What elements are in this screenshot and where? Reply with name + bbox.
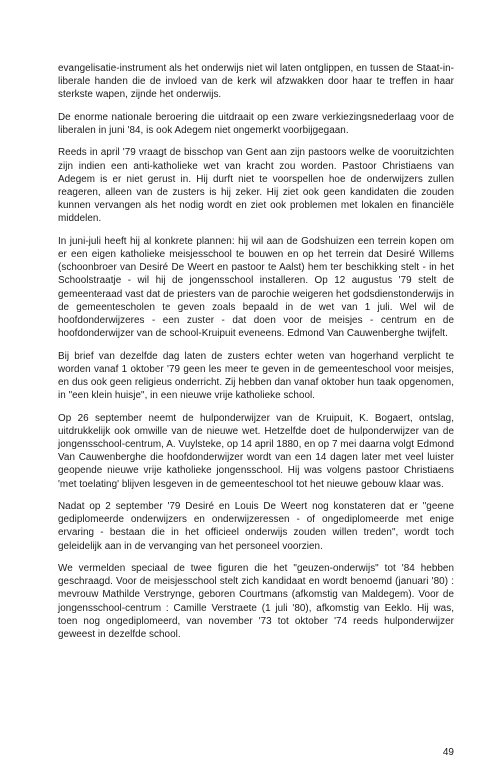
paragraph: Bij brief van dezelfde dag laten de zusters echter weten van hogerhand verplicht te worden vanaf 1 oktober '79 geen les meer te geven in de gemeenteschool voor meisjes, en dus ook geen religieus onderricht. Zij hebben dan vanaf oktober hun taak opgenomen, in "een klein huisje", in een nieuwe vrije katholieke school. — [58, 350, 454, 402]
paragraph: We vermelden speciaal de twee figuren die het "geuzen-onderwijs" tot '84 hebben geschraagd. Voor de meisjesschool stelt zich kandidaat en wordt benoemd (januari '80) : mevrouw Mathilde Verstrynge, geboren Courtmans (afkomstig van Maldegem). Voor de jongensschool-centrum : Camille Verstraete (1 juli '80), afkomstig van Eeklo. Hij was, toen nog ongediplomeerd, van november '73 tot oktober '74 reeds hulponderwijzer geweest in dezelfde school. — [58, 563, 454, 641]
paragraph: evangelisatie-instrument als het onderwijs niet wil laten ontglippen, en tussen de Staat-in-liberale handen die de invloed van de kerk wil afzwakken door haar te treffen in haar sterkste wapen, zijnde het onderwijs. — [58, 63, 454, 101]
document-body — [58, 62, 454, 641]
paragraph: Reeds in april '79 vraagt de bisschop van Gent aan zijn pastoors welke de vooruitzichten zijn indien een anti-katholieke wet van kracht zou worden. Pastoor Christiaens van Adegem is er niet gerust in. Hij durft niet te voorspellen hoe de onderwijzers zullen reageren, alleen van de zusters is hij zeker. Hij ziet ook geen kandidaten die zouden kunnen vervangen als het nodig wordt en ziet ook problemen met lokalen en financiële middelen. — [58, 147, 454, 225]
paragraph: De enorme nationale beroering die uitdraait op een zware verkiezingsnederlaag voor de liberalen in juni '84, is ook Adegem niet ongemerkt voorbijgegaan. — [58, 111, 454, 136]
paragraph: In juni-juli heeft hij al konkrete plannen: hij wil aan de Godshuizen een terrein kopen om er een eigen katholieke meisjesschool te bouwen en op het terrein dat Desiré Willems (schoonbroer van Desiré De Weert en pastoor te Aalst) hem ter beschikking stelt - in het Schoolstraatje - wil hij de jongensschool installeren. Op 12 augustus '79 stelt de gemeenteraad vast dat de priesters van de parochie weigeren het godsdienstonderwijs in de gemeentescholen te geven zoals bepaald in de wet van 1 juli. Wel wil de hoofdonderwijzeres - een zuster - dat doen voor de meisjes - centrum en de hoofdonderwijzer van de school-Kruipuit eveneens. Edmond Van Cauwenberghe twijfelt. — [58, 235, 454, 340]
page-number: 49 — [442, 747, 454, 758]
paragraph: Nadat op 2 september '79 Desiré en Louis De Weert nog konstateren dat er "geene gediplomeerde onderwijzers en onderwijzeressen - of ongediplomeerde met enige ervaring - bestaan die in het officieel onderwijs zouden willen treden", wordt toch geleidelijk aan in de vervanging van het personeel voorzien. — [58, 501, 454, 552]
paragraph: Op 26 september neemt de hulponderwijzer van de Kruipuit, K. Bogaert, ontslag, uitdrukkelijk ook omwille van de nieuwe wet. Hetzelfde doet de hulponderwijzer van de jongensschool-centrum, A. Vuylsteke, op 14 april 1880, en op 7 mei daarna volgt Edmond Van Cauwenberghe die hoofdonderwijzer wordt van een 14 dagen later met veel luister geopende nieuwe vrije katholieke jongensschool. Hij was volgens pastoor Christiaens 'met toelating' blijven lesgeven in de gemeenteschool tot het nieuwe gebouw klaar was. — [58, 412, 454, 490]
